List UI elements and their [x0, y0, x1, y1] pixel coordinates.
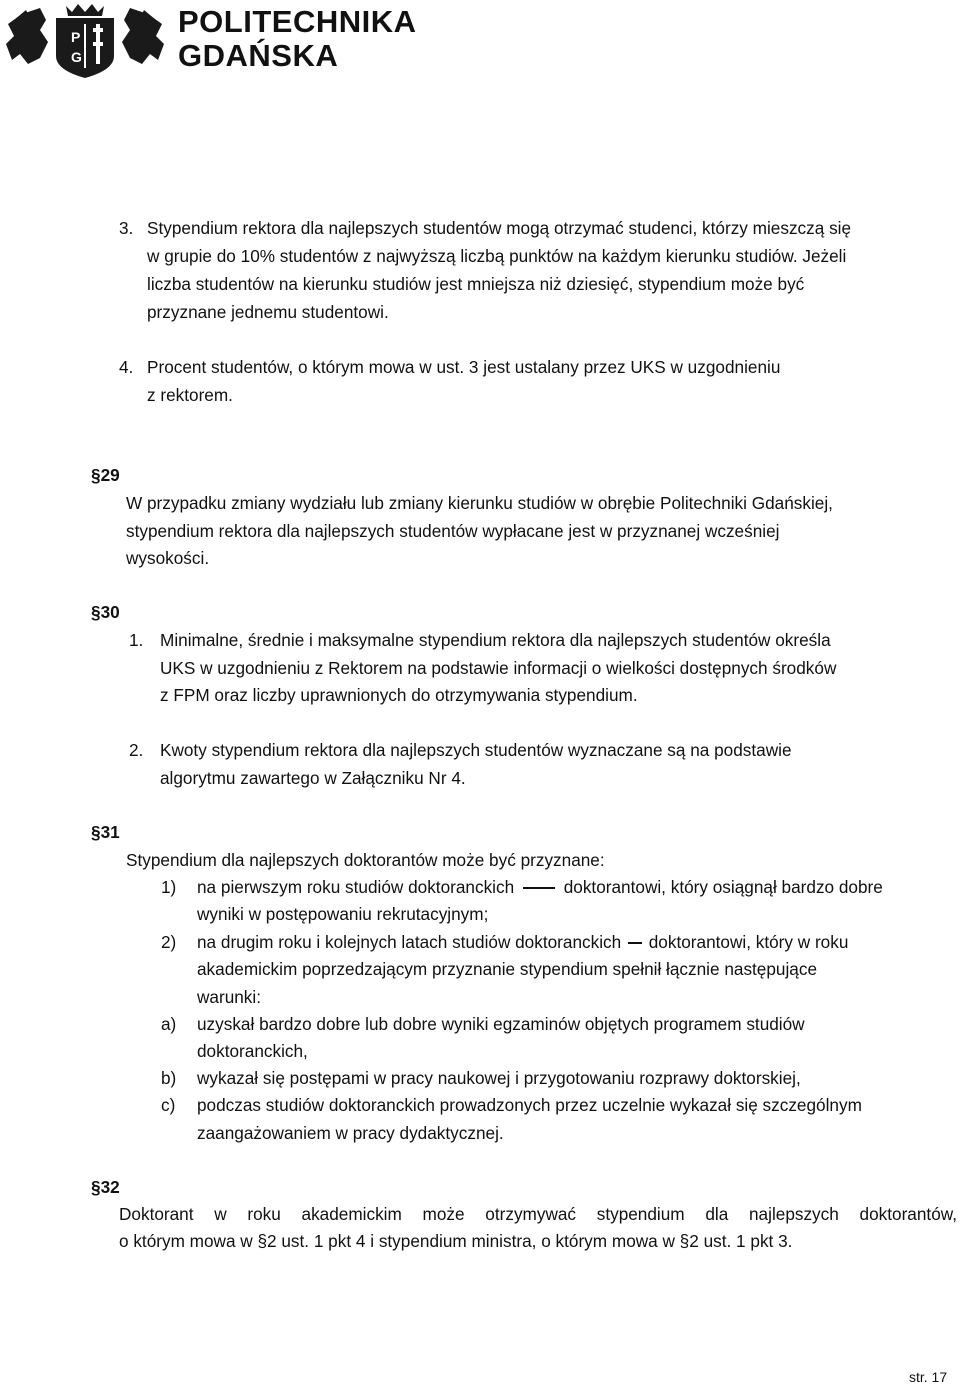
- logo-line-2: GDAŃSKA: [178, 38, 339, 73]
- item-letter: a): [161, 1014, 177, 1034]
- logo-line-1: POLITECHNIKA: [178, 4, 417, 39]
- item-number: 1): [161, 877, 177, 897]
- paragraph-line: W przypadku zmiany wydziału lub zmiany kierunku studiów w obrębie Politechniki Gdańskiej,: [126, 493, 833, 513]
- emblem-letter-p: P: [71, 29, 81, 45]
- item-text-line: Kwoty stypendium rektora dla najlepszych studentów wyznaczane są na podstawie: [160, 740, 792, 760]
- item-text-line: z rektorem.: [147, 385, 233, 405]
- em-dash: [628, 942, 642, 944]
- item-text-line: na pierwszym roku studiów doktoranckich doktorantowi, który osiągnął bardzo dobre: [197, 877, 883, 897]
- griffin-emblem-icon: [0, 0, 170, 80]
- paragraph-line: o którym mowa w §2 ust. 1 pkt 4 i stypendium ministra, o którym mowa w §2 ust. 1 pkt 3.: [119, 1231, 793, 1251]
- item-text-line: Minimalne, średnie i maksymalne stypendium rektora dla najlepszych studentów określa: [160, 630, 831, 650]
- item-number: 2): [161, 932, 177, 952]
- section-heading: §30: [91, 602, 120, 622]
- section-heading: §31: [91, 822, 120, 842]
- page-number: str. 17: [909, 1369, 948, 1385]
- item-text-line: doktoranckich,: [197, 1041, 308, 1061]
- university-logo: [0, 0, 420, 80]
- item-text-line: algorytmu zawartego w Załączniku Nr 4.: [160, 768, 466, 788]
- item-text-line: wykazał się postępami w pracy naukowej i przygotowaniu rozprawy doktorskiej,: [197, 1068, 801, 1088]
- item-text-line: podczas studiów doktoranckich prowadzonych przez uczelnie wykazał się szczególnym: [197, 1095, 862, 1115]
- item-text-line: uzyskał bardzo dobre lub dobre wyniki egzaminów objętych programem studiów: [197, 1014, 805, 1034]
- item-text-line: UKS w uzgodnieniu z Rektorem na podstawie informacji o wielkości dostępnych środków: [160, 658, 837, 678]
- item-text-line: akademickim poprzedzającym przyznanie stypendium spełnił łącznie następujące: [197, 959, 818, 979]
- item-text-line: z FPM oraz liczby uprawnionych do otrzymywania stypendium.: [160, 685, 638, 705]
- paragraph-line: Doktorant w roku akademickim może otrzymywać stypendium dla najlepszych doktorantów,: [119, 1204, 957, 1224]
- paragraph-line: Stypendium dla najlepszych doktorantów może być przyznane:: [126, 850, 605, 870]
- paragraph-line: wysokości.: [126, 548, 210, 568]
- item-text-line: w grupie do 10% studentów z najwyższą liczbą punktów na każdym kierunku studiów. Jeżeli: [147, 246, 847, 266]
- section-heading: §29: [91, 465, 120, 485]
- item-number: 4.: [119, 357, 134, 377]
- item-letter: c): [161, 1095, 176, 1115]
- section-heading: §32: [91, 1177, 120, 1197]
- item-text-line: przyznane jednemu studentowi.: [147, 302, 389, 322]
- item-text-line: zaangażowaniem w pracy dydaktycznej.: [197, 1123, 504, 1143]
- item-letter: b): [161, 1068, 177, 1088]
- item-text-line: liczba studentów na kierunku studiów jest mniejsza niż dziesięć, stypendium może być: [147, 274, 805, 294]
- paragraph-line: stypendium rektora dla najlepszych studentów wypłacane jest w przyznanej wcześniej: [126, 521, 780, 541]
- item-text-line: na drugim roku i kolejnych latach studiów doktoranckich doktorantowi, który w roku: [197, 932, 849, 952]
- emblem-letter-g: G: [71, 49, 82, 65]
- item-number: 2.: [129, 740, 144, 760]
- item-number: 1.: [129, 630, 144, 650]
- item-number: 3.: [119, 218, 134, 238]
- item-text-line: wyniki w postępowaniu rekrutacyjnym;: [197, 904, 489, 924]
- item-text-line: Stypendium rektora dla najlepszych studentów mogą otrzymać studenci, którzy mieszczą się: [147, 218, 852, 238]
- item-text-line: Procent studentów, o którym mowa w ust. 3 jest ustalany przez UKS w uzgodnieniu: [147, 357, 781, 377]
- item-text-line: warunki:: [197, 987, 261, 1007]
- em-dash: [523, 887, 555, 889]
